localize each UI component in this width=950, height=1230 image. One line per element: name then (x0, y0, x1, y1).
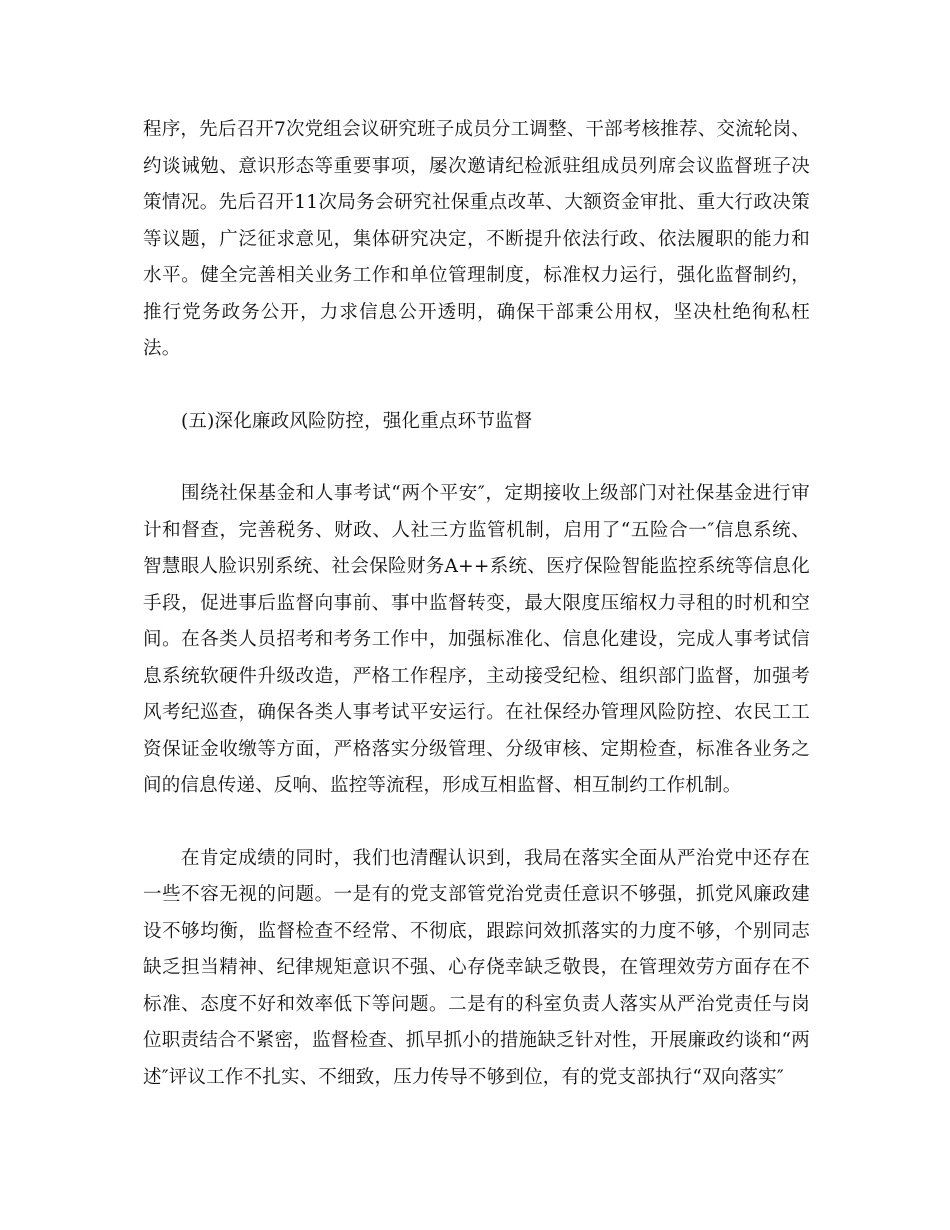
section-heading-5: (五)深化廉政风险防控，强化重点环节监督 (181, 410, 533, 432)
body-paragraph-3: 在肯定成绩的同时，我们也清醒认识到，我局在落实全面从严治党中还存在一些不容无视的问题。一是有的党支部管党治党责任意识不够强，抓党风廉政建设不够均衡，监督检查不经常、不彻底，跟踪问效抓落实的力度不够，个别同志缺乏担当精神、纪律规矩意识不强、心存侥幸缺乏敬畏，在管理效劳方面存在不标准、态度不好和效率低下等问题。二是有的科室负责人落实从严治党责任与岗位职责结合不紧密，监督检查、抓早抓小的措施缺乏针对性，开展廉政约谈和“两述″评议工作不扎实、不细致，压力传导不够到位，有的党支部执行“双向落实″ (143, 847, 810, 1088)
body-paragraph-1: 程序，先后召开7次党组会议研究班子成员分工调整、干部考核推荐、交流轮岗、约谈诫勉、意识形态等重要事项，屡次邀请纪检派驻组成员列席会议监督班子决策情况。先后召开11次局务会研究社保重点改革、大额资金审批、重大行政决策等议题，广泛征求意见，集体研究决定，不断提升依法行政、依法履职的能力和水平。健全完善相关业务工作和单位管理制度，标准权力运行，强化监督制约，推行党务政务公开，力求信息公开透明，确保干部秉公用权，坚决杜绝徇私枉法。 (143, 119, 810, 359)
body-paragraph-2: 围绕社保基金和人事考试“两个平安″，定期接收上级部门对社保基金进行审计和督查，完善税务、财政、人社三方监管机制，启用了“五险合一″信息系统、智慧眼人脸识别系统、社会保险财务A++系统、医疗保险智能监控系统等信息化手段，促进事后监督向事前、事中监督转变，最大限度压缩权力寻租的时机和空间。在各类人员招考和考务工作中，加强标准化、信息化建设，完成人事考试信息系统软硬件升级改造，严格工作程序，主动接受纪检、组织部门监督，加强考风考纪巡查，确保各类人事考试平安运行。在社保经办管理风险防控、农民工工资保证金收缴等方面，严格落实分级管理、分级审核、定期检查，标准各业务之间的信息传递、反响、监控等流程，形成互相监督、相互制约工作机制。 (143, 483, 810, 796)
document-page (143, 112, 810, 1096)
